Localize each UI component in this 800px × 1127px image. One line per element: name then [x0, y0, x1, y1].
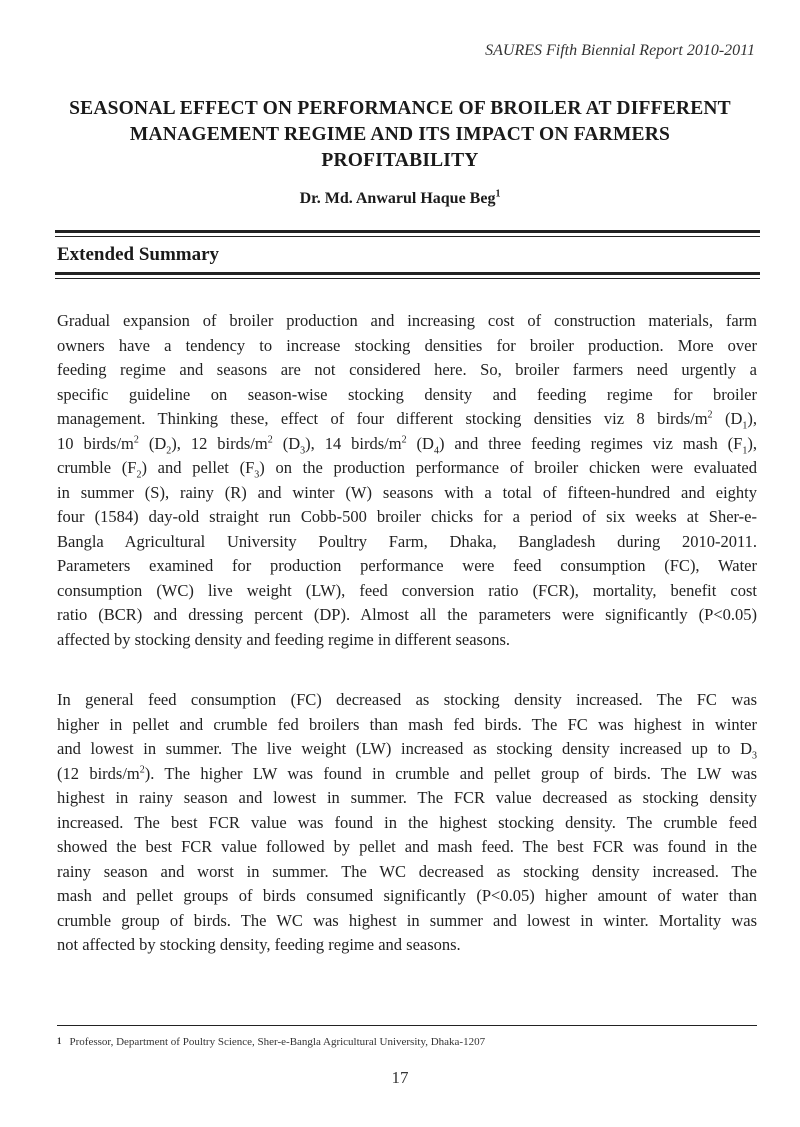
- summary-paragraph-1: [57, 309, 757, 652]
- title-line: PROFITABILITY: [321, 150, 479, 171]
- section-rule-bottom: [55, 272, 760, 275]
- author-footnote-mark: 1: [495, 188, 501, 200]
- text-line: (12 birds/$m^2$). The higher LW was found in crumble and pellet group of birds. The LW was: [57, 763, 757, 783]
- title-line: SEASONAL EFFECT ON PERFORMANCE OF BROILER AT DIFFERENT: [69, 98, 731, 119]
- text-line: management. Thinking these, effect of four different stocking densities viz 8 birds/$m^2$ $(D_1)$,: [57, 409, 757, 432]
- text-line: crumble $(F_2)$ and pellet $(F_3)$ on the production performance of broiler chicken were evaluated: [57, 458, 757, 481]
- author-name: Dr. Md. Anwarul Haque Beg: [299, 190, 496, 207]
- footnote-mark: 1: [57, 1036, 62, 1046]
- text-line: not affected by stocking density, feeding regime and seasons.: [57, 935, 461, 954]
- footnote-rule: [57, 1025, 757, 1026]
- section-rule-bottom-thin: [55, 278, 760, 279]
- text-line: showed the best FCR value followed by pellet and mash feed. The best FCR was found in the: [57, 837, 757, 856]
- section-rule-top: [55, 230, 760, 233]
- text-line: higher in pellet and crumble fed broilers than mash fed birds. The FC was highest in winter: [57, 714, 757, 734]
- text-line: affected by stocking density and feeding regime in different seasons.: [57, 629, 511, 649]
- text-line: Bangla Agricultural University Poultry Farm, Dhaka, Bangladesh during 2010-2011.: [57, 531, 757, 551]
- article-title: [60, 96, 740, 174]
- title-line: MANAGEMENT REGIME AND ITS IMPACT ON FARMERS: [129, 124, 671, 145]
- text-line: ratio (BCR) and dressing percent (DP). Almost all the parameters were significantly (P<0.05): [57, 605, 757, 624]
- author-line: [0, 190, 800, 208]
- section-heading: Extended Summary: [57, 244, 220, 265]
- text-line: and lowest in summer. The live weight (LW) increased as stocking density increased up to $D_3$: [57, 739, 757, 762]
- text-line: 10 birds/$m^2$ $(D_2)$, 12 birds/$m^2$ $(D_3)$, 14 birds/$m^2$ $(D_4)$ and three feeding regimes viz mash $(F_1)$,: [57, 433, 757, 456]
- text-line: four (1584) day-old straight run Cobb-500 broiler chicks for a period of six weeks at Sher-e-: [57, 507, 757, 526]
- text-line: increased. The best FCR value was found in the highest stocking density. The crumble feed: [57, 812, 757, 832]
- summary-paragraph-2: [57, 688, 757, 958]
- footnote-text: Professor, Department of Poultry Science, Sher-e-Bangla Agricultural University, Dhaka-1207: [69, 1036, 486, 1048]
- text-line: mash and pellet groups of birds consumed significantly (P<0.05) higher amount of water than: [57, 886, 757, 905]
- text-line: In general feed consumption (FC) decreased as stocking density increased. The FC was: [57, 690, 757, 709]
- text-line: specific guideline on season-wise stocking density and feeding regime for broiler: [57, 384, 757, 404]
- text-line: Parameters examined for production performance were feed consumption (FC), Water: [57, 556, 757, 575]
- text-line: rainy season and worst in summer. The WC decreased as stocking density increased. The: [57, 861, 757, 881]
- section-rule-top-thin: [55, 236, 760, 237]
- text-line: in summer (S), rainy (R) and winter (W) seasons with a total of fifteen-hundred and eighty: [57, 482, 757, 502]
- page-number: 17: [391, 1068, 409, 1087]
- footnote: [57, 1036, 485, 1048]
- text-line: Gradual expansion of broiler production and increasing cost of construction materials, farm: [57, 311, 757, 330]
- text-line: crumble group of birds. The WC was highest in summer and lowest in winter. Mortality was: [57, 910, 757, 930]
- running-header: SAURES Fifth Biennial Report 2010-2011: [485, 42, 755, 59]
- text-line: owners have a tendency to increase stocking densities for broiler production. More over: [57, 335, 757, 355]
- text-line: highest in rainy season and lowest in summer. The FCR value decreased as stocking density: [57, 788, 757, 807]
- text-line: consumption (WC) live weight (LW), feed conversion ratio (FCR), mortality, benefit cost: [57, 580, 757, 600]
- text-line: feeding regime and seasons are not considered here. So, broiler farmers need urgently a: [57, 360, 757, 379]
